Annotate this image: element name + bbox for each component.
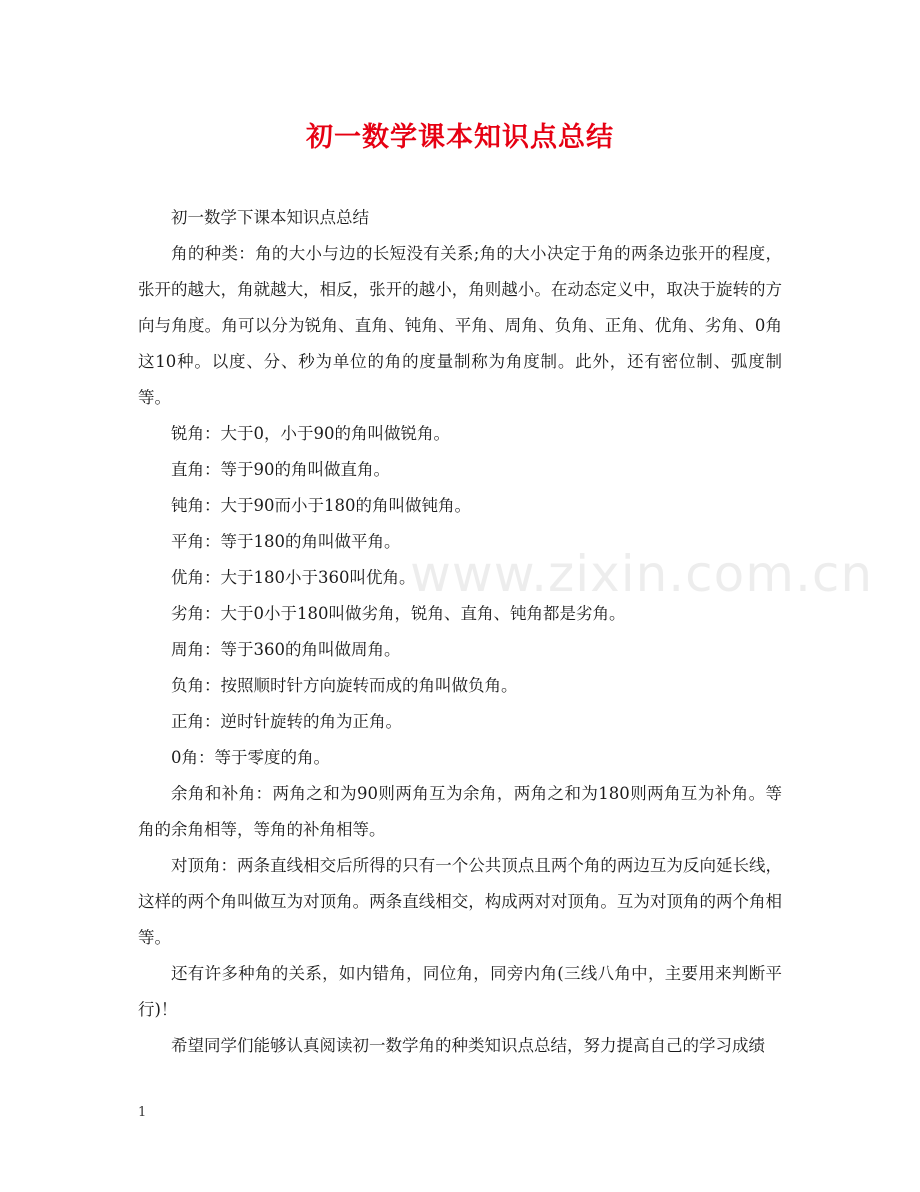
paragraph-inferior-angle: 劣角：大于0小于180叫做劣角，锐角、直角、钝角都是劣角。 [171, 604, 626, 623]
paragraph-negative-angle: 负角：按照顺时针方向旋转而成的角叫做负角。 [171, 676, 518, 695]
paragraph-complementary-supplementary: 余角和补角：两角之和为90则两角互为余角，两角之和为180则两角互为补角。等角的余角相等，等角的补角相等。 [138, 784, 782, 839]
document-title: 初一数学课本知识点总结 [306, 122, 614, 153]
paragraph-subtitle: 初一数学下课本知识点总结 [171, 208, 369, 227]
paragraph-other-relations: 还有许多种角的关系，如内错角，同位角，同旁内角(三线八角中，主要用来判断平行)！ [138, 964, 782, 1019]
paragraph-zero-angle: 0角：等于零度的角。 [171, 748, 330, 767]
paragraph-reflex-angle: 优角：大于180小于360叫优角。 [171, 568, 416, 587]
paragraph-angle-types: 角的种类：角的大小与边的长短没有关系;角的大小决定于角的两条边张开的程度，张开的越大，角就越大，相反，张开的越小，角则越小。在动态定义中，取决于旋转的方向与角度。角可以分为锐角、直角、钝角、平角、周角、负角、正角、优角、劣角、0角这10种。以度、分、秒为单位的角的度量制称为角度制。此外，还有密位制、弧度制等。 [138, 244, 782, 407]
paragraph-vertical-angles: 对顶角：两条直线相交后所得的只有一个公共顶点且两个角的两边互为反向延长线，这样的两个角叫做互为对顶角。两条直线相交，构成两对对顶角。互为对顶角的两个角相等。 [138, 856, 782, 947]
document-body [138, 200, 782, 1064]
watermark: www.zixin.com.cn [410, 545, 874, 603]
paragraph-closing: 希望同学们能够认真阅读初一数学角的种类知识点总结，努力提高自己的学习成绩 [171, 1036, 765, 1055]
page-number: 1 [138, 1105, 147, 1120]
paragraph-right-angle: 直角：等于90的角叫做直角。 [171, 460, 390, 479]
paragraph-full-angle: 周角：等于360的角叫做周角。 [171, 640, 401, 659]
paragraph-acute-angle: 锐角：大于0，小于90的角叫做锐角。 [171, 424, 450, 443]
paragraph-positive-angle: 正角：逆时针旋转的角为正角。 [171, 712, 402, 731]
paragraph-obtuse-angle: 钝角：大于90而小于180的角叫做钝角。 [171, 496, 471, 515]
paragraph-straight-angle: 平角：等于180的角叫做平角。 [171, 532, 401, 551]
